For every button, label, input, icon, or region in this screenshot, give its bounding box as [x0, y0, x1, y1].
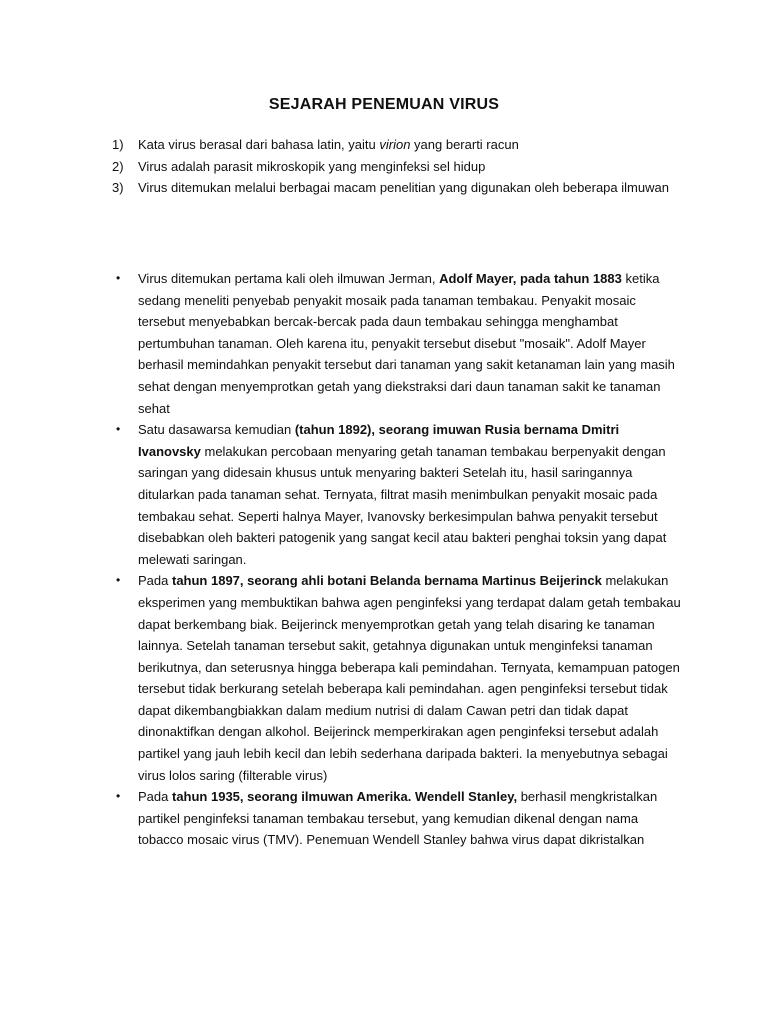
text-run: ketika sedang meneliti penyebab penyakit mosaik pada tanaman tembakau. Penyakit mosaic tersebut menyebabkan bercak-bercak pada daun tembakau sehingga menghambat pertumbuhan tanaman. Oleh karena itu, penyakit tersebut disebut "mosaik". Adolf Mayer berhasil memindahkan penyakit tersebut dari tanaman yang sakit ketanaman lain yang masih sehat dengan menyemprotkan getah yang diekstraksi dari daun tanaman sakit ke tanaman sehat [138, 271, 675, 416]
bullet-item-marker: • [116, 789, 121, 804]
bullet-item-text [138, 419, 682, 570]
numbered-item [112, 134, 692, 156]
bullet-item-text [138, 570, 682, 786]
bullet-item-text [138, 268, 682, 419]
numbered-item-marker: 2) [112, 158, 124, 174]
text-run: (tahun 1892), seorang imuwan Rusia bernama Dmitri Ivanovsky [138, 422, 620, 459]
bullet-item [112, 570, 682, 786]
text-run: virion [379, 137, 411, 152]
text-run: Virus ditemukan pertama kali oleh ilmuwan Jerman, [138, 271, 440, 286]
numbered-item [112, 177, 692, 199]
bullet-list [112, 268, 682, 851]
numbered-item-marker: 3) [112, 180, 124, 196]
bullet-item-text [138, 786, 682, 851]
bullet-item-marker: • [116, 271, 121, 285]
numbered-item-text [138, 177, 692, 199]
text-run: yang berarti racun [410, 137, 519, 152]
text-run: tahun 1935, seorang ilmuwan Amerika. Wendell Stanley, [171, 789, 518, 805]
text-run: melakukan percobaan menyaring getah tanaman tembakau berpenyakit dengan saringan yang didesain khusus untuk menyaring bakteri Setelah itu, hasil saringannya ditularkan pada tanaman sehat. Ternyata, filtrat masih menimbulkan penyakit mosaic pada tembakau sehat. Seperti halnya Mayer, Ivanovsky berkesimpulan bahwa penyakit tersebut disebabkan oleh bakteri patogenik yang sangat kecil atau bakteri penghai toksin yang dapat melewati saringan. [138, 443, 667, 567]
text-run: Satu dasawarsa kemudian [138, 422, 295, 438]
bullet-item [112, 268, 682, 419]
bullet-item-marker: • [116, 573, 121, 588]
bullet-item [112, 786, 682, 851]
text-run: Adolf Mayer, pada tahun 1883 [439, 271, 622, 286]
numbered-list [112, 134, 692, 199]
text-run: Pada [138, 789, 172, 805]
text-run: Kata virus berasal dari bahasa latin, yaitu [138, 137, 380, 152]
numbered-item-text [138, 134, 692, 156]
numbered-item [112, 156, 692, 178]
text-run: Virus ditemukan melalui berbagai macam penelitian yang digunakan oleh beberapa ilmuwan [138, 180, 669, 196]
document-title: SEJARAH PENEMUAN VIRUS [268, 96, 500, 113]
text-run: Pada [138, 573, 172, 589]
text-run: berhasil mengkristalkan partikel penginfeksi tanaman tembakau tersebut, yang kemudian dikenal dengan nama tobacco mosaic virus (TMV). Penemuan Wendell Stanley bahwa virus dapat dikristalkan [138, 789, 658, 848]
text-run: Virus adalah parasit mikroskopik yang menginfeksi sel hidup [138, 158, 486, 174]
text-run: melakukan eksperimen yang membuktikan bahwa agen penginfeksi yang terdapat dalam getah tembakau dapat berkembang biak. Beijerinck menyemprotkan getah yang telah disaring ke tanaman lainnya. Setelah tanaman tersebut sakit, getahnya digunakan untuk menginfeksi tanaman berikutnya, dan seterusnya hingga beberapa kali pemindahan. Ternyata, kemampuan patogen tersebut tidak berkurang setelah beberapa kali pemindahan. agen penginfeksi tersebut tidak dapat dikembangbiakkan dalam medium nutrisi di dalam Cawan petri dan tidak dapat dinonaktifkan dengan alkohol. Beijerinck memperkirakan agen penginfeksi tersebut adalah partikel yang jauh lebih kecil dan lebih sederhana daripada bakteri. Ia menyebutnya sebagai virus lolos saring (filterable virus) [138, 573, 681, 783]
bullet-item-marker: • [116, 422, 121, 437]
text-run: tahun 1897, seorang ahli botani Belanda bernama Martinus Beijerinck [171, 573, 602, 589]
numbered-item-text [138, 156, 692, 178]
numbered-item-marker: 1) [112, 137, 124, 152]
bullet-item [112, 419, 682, 570]
